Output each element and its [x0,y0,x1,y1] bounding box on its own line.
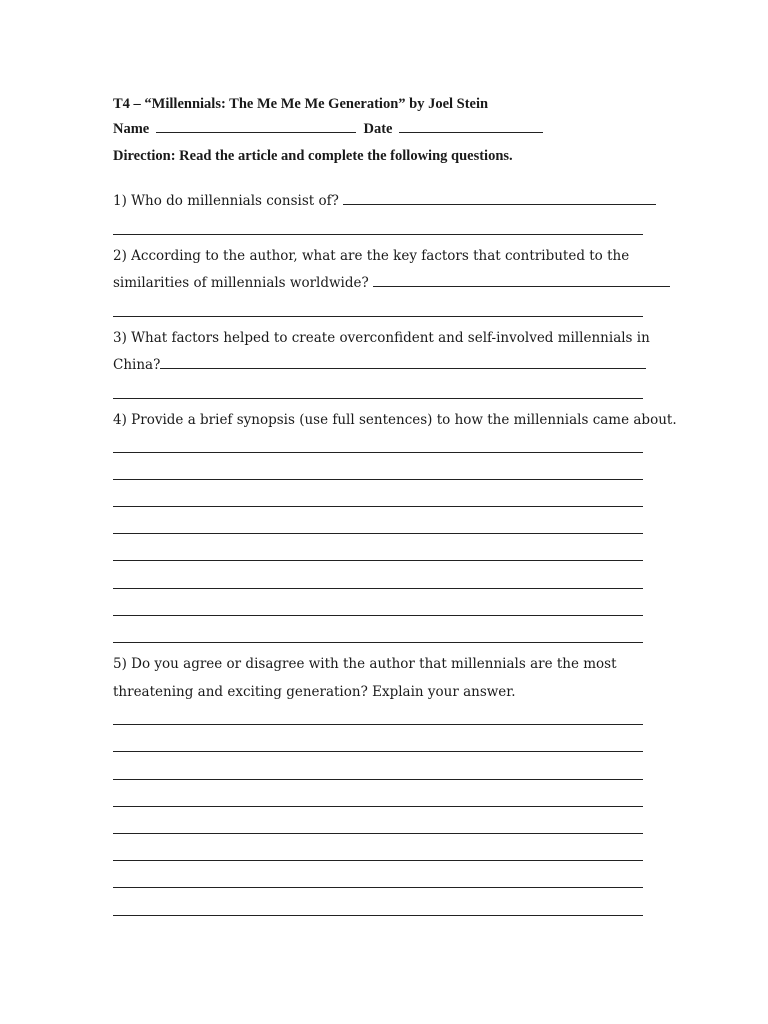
answer-line[interactable] [113,915,643,916]
answer-line[interactable] [113,833,643,834]
question-text: Provide a brief synopsis (use full sentences) to how the millennials came about. [131,412,677,428]
answer-line[interactable] [113,588,643,589]
answer-line[interactable] [113,860,643,861]
question-3-cont [113,356,646,374]
answer-line[interactable] [113,533,643,534]
answer-line[interactable] [113,887,643,888]
question-5-cont [113,683,516,701]
answer-line[interactable] [113,479,643,480]
question-number: 1) [113,193,127,209]
name-field[interactable] [156,120,356,133]
question-number: 2) [113,248,127,264]
answer-blank[interactable] [160,356,646,369]
question-2 [113,247,629,265]
question-text: Who do millennials consist of? [131,193,339,209]
answer-line[interactable] [113,506,643,507]
question-text: China? [113,357,161,373]
answer-line[interactable] [113,234,643,235]
question-number: 5) [113,656,127,672]
answer-line[interactable] [113,398,643,399]
question-text: threatening and exciting generation? Explain your answer. [113,684,516,700]
question-4 [113,411,677,429]
question-5 [113,655,617,673]
answer-line[interactable] [113,452,643,453]
answer-blank[interactable] [373,274,670,287]
question-text: similarities of millennials worldwide? [113,275,369,291]
question-text: What factors helped to create overconfident and self-involved millennials in [131,330,650,346]
name-date-row [113,120,543,138]
answer-line[interactable] [113,751,643,752]
directions: Direction: Read the article and complete the following questions. [113,148,513,164]
question-number: 3) [113,330,127,346]
answer-line[interactable] [113,724,643,725]
worksheet-title: T4 – “Millennials: The Me Me Me Generation” by Joel Stein [113,96,489,112]
answer-blank[interactable] [343,192,656,205]
answer-line[interactable] [113,779,643,780]
question-text: According to the author, what are the key factors that contributed to the [131,248,630,264]
question-text: Do you agree or disagree with the author that millennials are the most [131,656,617,672]
question-1 [113,192,656,210]
question-number: 4) [113,412,127,428]
answer-line[interactable] [113,806,643,807]
answer-line[interactable] [113,560,643,561]
date-field[interactable] [399,120,543,133]
question-2-cont [113,274,670,292]
answer-line[interactable] [113,316,643,317]
question-3 [113,329,650,347]
date-label: Date [363,121,393,137]
name-label: Name [113,121,150,137]
answer-line[interactable] [113,642,643,643]
answer-line[interactable] [113,615,643,616]
